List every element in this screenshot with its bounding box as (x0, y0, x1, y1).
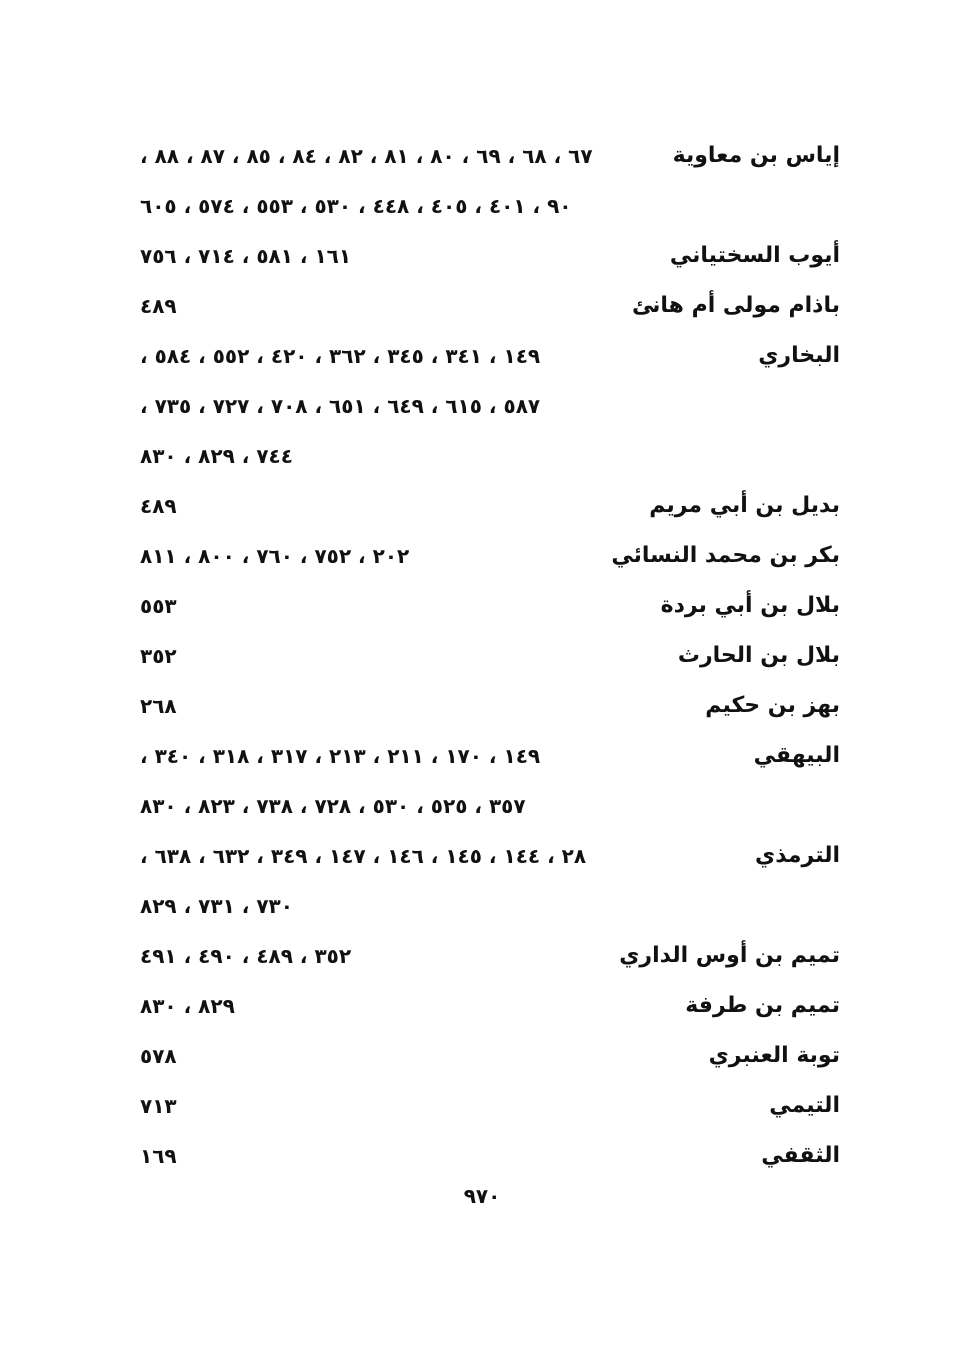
entry-pages: ١٦٩ (140, 1144, 177, 1168)
entry-name: إياس بن معاوية (672, 143, 840, 168)
entry-pages: ٧٤٤ ، ٨٢٩ ، ٨٣٠ (140, 444, 293, 468)
entry-pages: ٧١٣ (140, 1094, 177, 1118)
index-entry (140, 536, 840, 576)
entry-name: بكر بن محمد النسائي (611, 543, 840, 568)
entry-name: الترمذي (755, 843, 840, 868)
index-entry (140, 486, 840, 526)
index-entry (140, 636, 840, 676)
entry-name: بلال بن أبي بردة (660, 593, 840, 618)
entry-pages: ٤٨٩ (140, 494, 177, 518)
entry-pages: ١٤٩ ، ١٧٠ ، ٢١١ ، ٢١٣ ، ٣١٧ ، ٣١٨ ، ٣٤٠ ، (140, 744, 541, 768)
entry-pages: ٣٥٢ ، ٤٨٩ ، ٤٩٠ ، ٤٩١ (140, 944, 352, 968)
index-entry (140, 136, 840, 176)
entry-pages: ٧٣٠ ، ٧٣١ ، ٨٢٩ (140, 894, 293, 918)
index-entry (140, 586, 840, 626)
entry-pages: ٨٢٩ ، ٨٣٠ (140, 994, 235, 1018)
entry-pages: ٥٨٧ ، ٦١٥ ، ٦٤٩ ، ٦٥١ ، ٧٠٨ ، ٧٢٧ ، ٧٣٥ ، (140, 394, 541, 418)
entry-name: الثقفي (761, 1143, 840, 1168)
entry-name: بديل بن أبي مريم (649, 493, 840, 518)
entry-pages: ١٤٩ ، ٣٤١ ، ٣٤٥ ، ٣٦٢ ، ٤٢٠ ، ٥٥٢ ، ٥٨٤ ، (140, 344, 541, 368)
entry-name: البخاري (758, 343, 840, 368)
entry-pages: ٢٨ ، ١٤٤ ، ١٤٥ ، ١٤٦ ، ١٤٧ ، ٣٤٩ ، ٦٣٢ ، ٦٣٨ ، (140, 844, 587, 868)
entry-pages: ٥٧٨ (140, 1044, 177, 1068)
index-entry (140, 236, 840, 276)
entry-pages: ٢٠٢ ، ٧٥٢ ، ٧٦٠ ، ٨٠٠ ، ٨١١ (140, 544, 410, 568)
index-entry (140, 1136, 840, 1176)
index-entry (140, 936, 840, 976)
index-entry (140, 1036, 840, 1076)
entry-name: تميم بن طرفة (685, 993, 840, 1018)
entry-name: بلال بن الحارث (677, 643, 840, 668)
entry-pages: ٥٥٣ (140, 594, 177, 618)
entry-pages: ٣٥٧ ، ٥٢٥ ، ٥٣٠ ، ٧٢٨ ، ٧٣٨ ، ٨٢٣ ، ٨٣٠ (140, 794, 526, 818)
index-entry (140, 686, 840, 726)
entry-pages: ٩٠ ، ٤٠١ ، ٤٠٥ ، ٤٤٨ ، ٥٣٠ ، ٥٥٣ ، ٥٧٤ ، ٦٠٥ (140, 194, 572, 218)
entry-name: أيوب السختياني (669, 243, 840, 268)
entry-name: التيمي (769, 1093, 840, 1118)
index-entry (140, 386, 840, 426)
page-number: ٩٧٠ (463, 1184, 501, 1208)
index-entry (140, 886, 840, 926)
index-entry (140, 836, 840, 876)
index-entry (140, 186, 840, 226)
entry-name: باذام مولى أم هانئ (632, 293, 840, 318)
index-entry (140, 436, 840, 476)
index-entry (140, 736, 840, 776)
entry-name: بهز بن حكيم (705, 693, 840, 718)
index-entry (140, 986, 840, 1026)
entry-name: البيهقي (753, 743, 840, 768)
entry-pages: ٣٥٢ (140, 644, 177, 668)
entry-name: توبة العنبري (708, 1043, 840, 1068)
entry-pages: ٦٧ ، ٦٨ ، ٦٩ ، ٨٠ ، ٨١ ، ٨٢ ، ٨٤ ، ٨٥ ، ٨٧ ، ٨٨ ، (140, 144, 593, 168)
entry-pages: ٤٨٩ (140, 294, 177, 318)
index-entry (140, 786, 840, 826)
entry-name: تميم بن أوس الداري (619, 943, 840, 968)
index-entry (140, 1086, 840, 1126)
entry-pages: ١٦١ ، ٥٨١ ، ٧١٤ ، ٧٥٦ (140, 244, 352, 268)
index-entry (140, 286, 840, 326)
index-entry (140, 336, 840, 376)
entry-pages: ٢٦٨ (140, 694, 177, 718)
